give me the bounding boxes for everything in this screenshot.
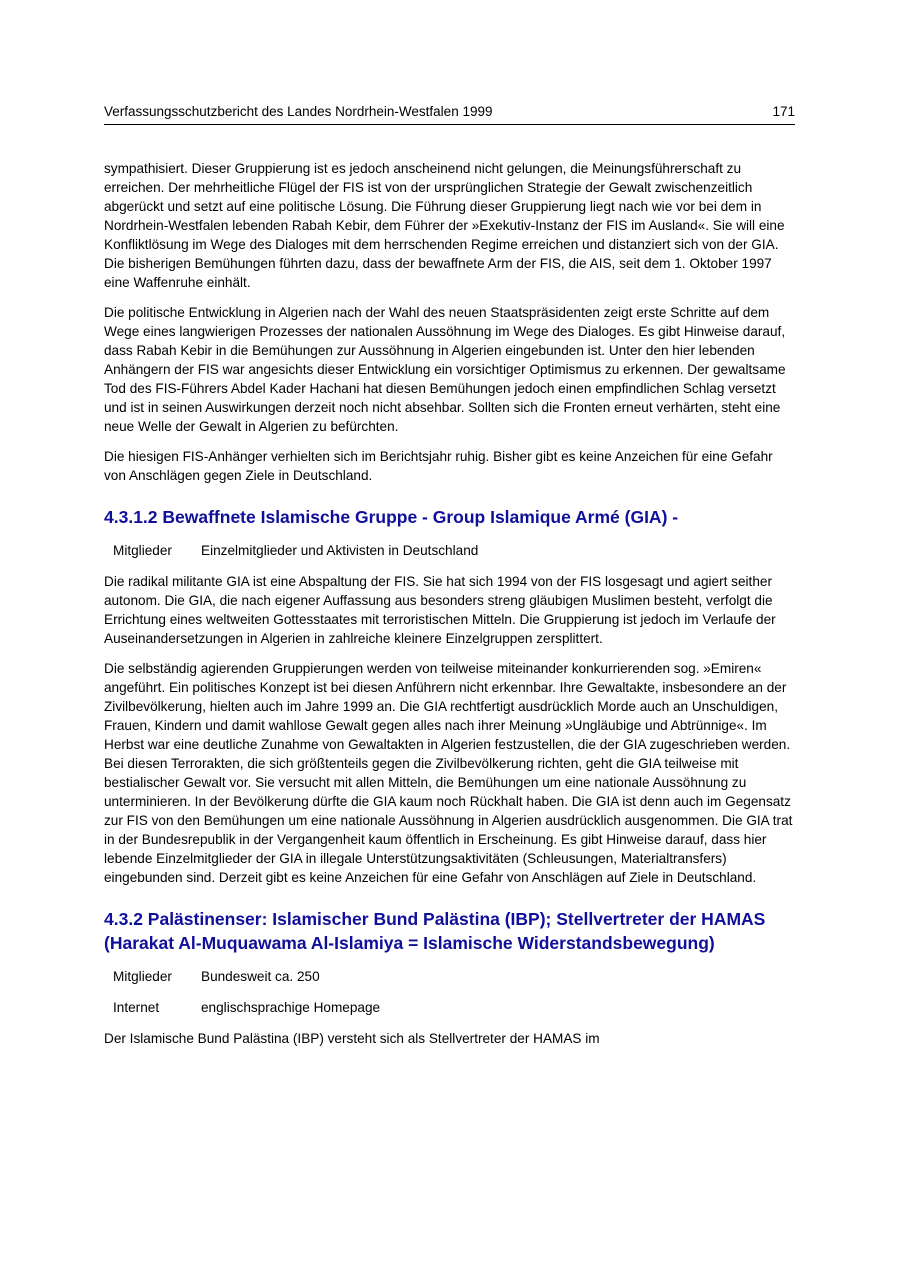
meta-value: Einzelmitglieder und Aktivisten in Deutschland <box>201 543 479 558</box>
meta-value: englischsprachige Homepage <box>201 1000 381 1015</box>
page-number: 171 <box>772 104 795 119</box>
paragraph-fis-sympathisiert: sympathisiert. Dieser Gruppierung ist es jedoch anscheinend nicht gelungen, die Meinungsführerschaft zu erreichen. Der mehrheitliche Flügel der FIS ist von der ursprünglichen Strategie der Gewalt zwischenzeitlich abgerückt und setzt auf eine politische Lösung. Die Führung dieser Gruppierung liegt nach wie vor bei dem in Nordrhein-Westfalen lebenden Rabah Kebir, dem Führer der »Exekutiv-Instanz der FIS im Ausland«. Sie will eine Konfliktlösung im Wege des Dialoges mit dem herrschenden Regime erreichen und distanziert sich von der GIA. Die bisherigen Bemühungen führten dazu, dass der bewaffnete Arm der FIS, die AIS, seit dem 1. Oktober 1997 eine Waffenruhe einhält. <box>104 161 785 290</box>
meta-label: Internet <box>113 1000 160 1015</box>
report-title: Verfassungsschutzbericht des Landes Nordrhein-Westfalen 1999 <box>104 104 493 119</box>
section-heading-ibp: 4.3.2 Palästinenser: Islamischer Bund Palästina (IBP); Stellvertreter der HAMAS (Harakat Al-Muquawama Al-Islamiya = Islamische Widerstandsbewegung) <box>104 909 766 953</box>
page-content <box>104 159 795 1048</box>
page-header <box>104 104 795 125</box>
paragraph-gia-gruppierungen: Die selbständig agierenden Gruppierungen werden von teilweise miteinander konkurrierenden sog. »Emiren« angeführt. Ein politisches Konzept ist bei diesen Anführern nicht erkennbar. Ihre Gewaltakte, insbesondere an der Zivilbevölkerung, hielten auch im Jahre 1999 an. Die GIA rechtfertigt ausdrücklich Morde auch an Unschuldigen, Frauen, Kindern und damit wahllose Gewalt gegen alles nach ihrer Meinung »Ungläubige und Abtrünnige«. Im Herbst war eine deutliche Zunahme von Gewaltakten in Algerien festzustellen, die der GIA zugeschrieben werden. Bei diesen Terrorakten, die sich größtenteils gegen die Zivilbevölkerung richten, geht die GIA teilweise mit bestialischer Gewalt vor. Sie versucht mit allen Mitteln, die Bemühungen um eine nationale Aussöhnung zu unterminieren. In der Bevölkerung dürfte die GIA kaum noch Rückhalt haben. Die GIA ist denn auch im Gegensatz zur FIS von den Bemühungen um eine nationale Aussöhnung in Algerien ausdrücklich ausgenommen. Die GIA trat in der Bundesrepublik in der Vergangenheit kaum öffentlich in Erscheinung. Es gibt Hinweise darauf, dass hier lebende Einzelmitglieder der GIA in illegale Unterstützungsaktivitäten (Schleusungen, Materialtransfers) eingebunden sind. Derzeit gibt es keine Anzeichen für eine Gefahr von Anschlägen auf Ziele in Deutschland. <box>104 661 793 885</box>
paragraph-politische-entwicklung: Die politische Entwicklung in Algerien nach der Wahl des neuen Staatspräsidenten zeigt erste Schritte auf dem Wege eines langwierigen Prozesses der nationalen Aussöhnung im Wege des Dialoges. Es gibt Hinweise darauf, dass Rabah Kebir in die Bemühungen zur Aussöhnung in Algerien eingebunden ist. Unter den hier lebenden Anhängern der FIS war angesichts dieser Entwicklung ein vorsichtiger Optimismus zu erkennen. Der gewaltsame Tod des FIS-Führers Abdel Kader Hachani hat diesen Bemühungen jedoch einen empfindlichen Schlag versetzt und ist in seinen Auswirkungen derzeit noch nicht absehbar. Sollten sich die Fronten erneut verhärten, steht eine neue Welle der Gewalt in Algerien zu befürchten. <box>104 305 786 434</box>
meta-row-mitglieder-ibp <box>113 967 795 986</box>
section-heading-gia: 4.3.1.2 Bewaffnete Islamische Gruppe - Group Islamique Armé (GIA) - <box>104 507 679 527</box>
meta-value: Bundesweit ca. 250 <box>201 969 320 984</box>
meta-row-internet-ibp <box>113 998 795 1017</box>
paragraph-fis-anhaenger: Die hiesigen FIS-Anhänger verhielten sich im Berichtsjahr ruhig. Bisher gibt es keine Anzeichen für eine Gefahr von Anschlägen gegen Ziele in Deutschland. <box>104 449 773 483</box>
meta-row-mitglieder-gia <box>113 541 795 560</box>
paragraph-ibp-stellvertreter: Der Islamische Bund Palästina (IBP) versteht sich als Stellvertreter der HAMAS im <box>104 1031 600 1046</box>
meta-label: Mitglieder <box>113 543 172 558</box>
meta-label: Mitglieder <box>113 969 172 984</box>
paragraph-gia-abspaltung: Die radikal militante GIA ist eine Abspaltung der FIS. Sie hat sich 1994 von der FIS losgesagt und agiert seither autonom. Die GIA, die nach eigener Auffassung aus besonders streng gläubigen Muslimen besteht, verfolgt die Errichtung eines weltweiten Gottesstaates mit terroristischen Mitteln. Die Gruppierung ist jedoch im Verlaufe der Auseinandersetzungen in Algerien in zahlreiche kleinere Einzelgruppen zersplittert. <box>104 574 776 646</box>
